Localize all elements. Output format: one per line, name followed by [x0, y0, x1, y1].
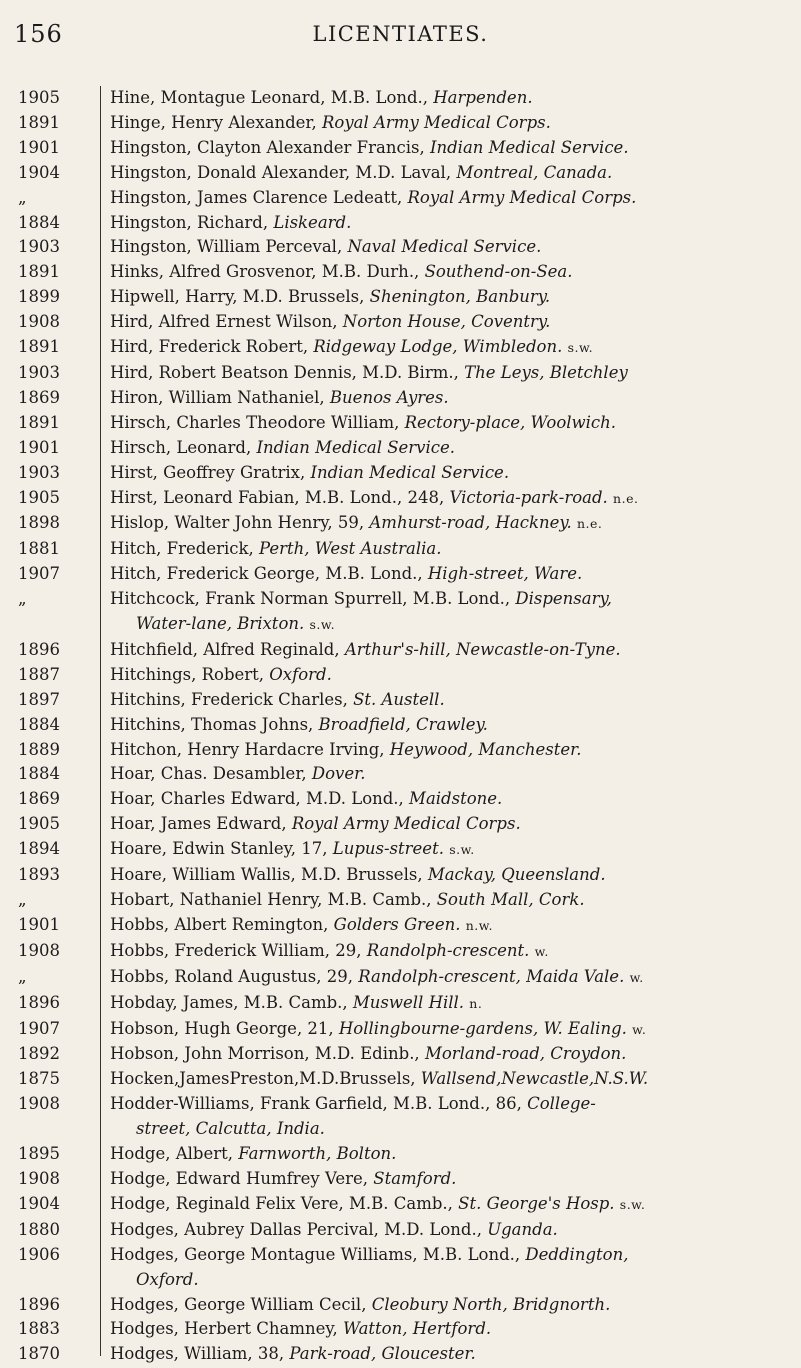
address-text: Rectory-place, Woolwich.	[404, 412, 617, 432]
postal-district: s.w.	[309, 617, 336, 633]
address-text: Buenos Ayres.	[329, 387, 449, 407]
address-text: Montreal, Canada.	[456, 162, 613, 182]
entry-text: Hirsch, Charles Theodore William, Rectory-place, Woolwich.	[110, 412, 617, 432]
entry-year: 1897	[18, 689, 60, 709]
entry-text: Hodges, George Montague Williams, M.B. Lond., Deddington, Oxford.	[110, 1243, 790, 1293]
entry-text: Hoar, Charles Edward, M.D. Lond., Maidstone.	[110, 789, 503, 809]
address-text: Uganda.	[487, 1219, 558, 1239]
address-text: Indian Medical Service.	[310, 462, 510, 482]
entry-text: Hird, Frederick Robert, Ridgeway Lodge, Wimbledon. s.w.	[110, 337, 594, 357]
entry-row	[0, 1067, 801, 1092]
entry-year: 1903	[18, 237, 60, 257]
postal-district: s.w.	[449, 842, 475, 858]
entry-year: 1894	[18, 839, 60, 859]
entry-year: 1889	[18, 739, 60, 759]
entry-text: Hislop, Walter John Henry, 59, Amhurst-road, Hackney. n.e.	[110, 513, 603, 533]
entry-row	[0, 1142, 801, 1167]
entry-row	[0, 913, 801, 939]
postal-district: n.w.	[465, 917, 493, 933]
address-text: Muswell Hill.	[352, 992, 465, 1012]
entry-year: 1896	[18, 639, 60, 659]
entry-year: 1896	[18, 1294, 60, 1314]
entry-year: 1904	[18, 1193, 60, 1213]
entry-text: Hobson, John Morrison, M.D. Edinb., Morland-road, Croydon.	[110, 1044, 627, 1064]
entry-year: 1883	[18, 1319, 60, 1339]
entry-text: Hitchins, Frederick Charles, St. Austell.	[110, 689, 445, 709]
entry-row	[0, 837, 801, 863]
entry-text: Hingston, Donald Alexander, M.D. Laval, Montreal, Canada.	[110, 162, 613, 182]
entry-text: Hobbs, Albert Remington, Golders Green. n.w.	[110, 914, 493, 934]
entry-year: 1905	[18, 487, 60, 507]
entry-text: Hingston, Clayton Alexander Francis, Indian Medical Service.	[110, 137, 629, 157]
address-text: Ridgeway Lodge, Wimbledon.	[313, 337, 563, 357]
address-text: Stamford.	[373, 1168, 457, 1188]
entry-year: 1869	[18, 387, 60, 407]
entry-text: Hitchfield, Alfred Reginald, Arthur's-hill, Newcastle-on-Tyne.	[110, 639, 621, 659]
entry-text: Hitchon, Henry Hardacre Irving, Heywood, Manchester.	[110, 739, 582, 759]
entry-year: 1891	[18, 112, 60, 132]
address-text: Victoria-park-road.	[449, 487, 608, 507]
entry-row	[0, 688, 801, 713]
entry-year: 1887	[18, 664, 60, 684]
address-text: Park-road, Gloucester.	[289, 1344, 476, 1364]
entry-text: Hoare, William Wallis, M.D. Brussels, Mackay, Queensland.	[110, 865, 606, 885]
entry-row	[0, 713, 801, 738]
postal-district: w.	[629, 969, 644, 985]
entry-text: Hingston, William Perceval, Naval Medical Service.	[110, 237, 542, 257]
page-number: 156	[14, 20, 63, 48]
entry-text: Hodges, Aubrey Dallas Percival, M.D. Lond., Uganda.	[110, 1219, 558, 1239]
entry-year: 1898	[18, 513, 60, 533]
entry-row	[0, 939, 801, 965]
entry-row	[0, 1293, 801, 1318]
entry-year: 1908	[18, 312, 60, 332]
entry-year: 1904	[18, 162, 60, 182]
address-text: Royal Army Medical Corps.	[407, 187, 637, 207]
address-text: Cleobury North, Bridgnorth.	[371, 1294, 611, 1314]
entry-year: 1899	[18, 287, 60, 307]
entry-text: Hodges, George William Cecil, Cleobury North, Bridgnorth.	[110, 1294, 611, 1314]
entry-year: 1906	[18, 1244, 60, 1264]
postal-district: s.w.	[567, 340, 594, 356]
entry-row	[0, 863, 801, 888]
entry-row	[0, 161, 801, 186]
address-text: The Leys, Bletchley	[464, 362, 628, 382]
entry-row	[0, 1317, 801, 1342]
address-text: Wallsend,Newcastle,N.S.W.	[420, 1069, 649, 1089]
entry-row	[0, 260, 801, 285]
entry-row	[0, 991, 801, 1017]
entry-year: 1881	[18, 539, 60, 559]
address-text: Deddington,	[525, 1244, 629, 1264]
entry-text: Hinge, Henry Alexander, Royal Army Medical Corps.	[110, 112, 551, 132]
address-text: Maidstone.	[409, 789, 503, 809]
entry-text: Hipwell, Harry, M.D. Brussels, Shenington, Banbury.	[110, 287, 551, 307]
entry-text: Hingston, Richard, Liskeard.	[110, 212, 352, 232]
entry-row	[0, 1017, 801, 1043]
address-text: street, Calcutta, India.	[136, 1119, 325, 1139]
entry-row	[0, 663, 801, 688]
address-text: St. George's Hosp.	[458, 1193, 615, 1213]
entry-row	[0, 787, 801, 812]
address-text: Arthur's-hill, Newcastle-on-Tyne.	[344, 639, 621, 659]
entry-text: Hocken,JamesPreston,M.D.Brussels, Wallsend,Newcastle,N.S.W.	[110, 1069, 649, 1089]
entry-continuation	[110, 1117, 790, 1142]
entry-text: Hinks, Alfred Grosvenor, M.B. Durh., Southend-on-Sea.	[110, 262, 573, 282]
entry-text: Hitchings, Robert, Oxford.	[110, 664, 332, 684]
entry-row	[0, 738, 801, 763]
entry-year: 1908	[18, 940, 60, 960]
entry-year: 1884	[18, 764, 60, 784]
entry-text: Hodges, William, 38, Park-road, Gloucester.	[110, 1344, 476, 1364]
entry-text: Hirst, Geoffrey Gratrix, Indian Medical Service.	[110, 462, 510, 482]
entry-year: 1880	[18, 1219, 60, 1239]
entry-row	[0, 436, 801, 461]
entry-year: 1903	[18, 462, 60, 482]
address-text: Dover.	[311, 764, 366, 784]
address-text: Royal Army Medical Corps.	[291, 814, 521, 834]
address-text: St. Austell.	[353, 689, 445, 709]
address-text: South Mall, Cork.	[436, 890, 585, 909]
entry-text: Hingston, James Clarence Ledeatt, Royal Army Medical Corps.	[110, 187, 637, 207]
entry-text: Hird, Robert Beatson Dennis, M.D. Birm., The Leys, Bletchley	[110, 362, 628, 382]
entry-text: Hobbs, Roland Augustus, 29, Randolph-crescent, Maida Vale. w.	[110, 966, 644, 986]
entry-year: 1875	[18, 1069, 60, 1089]
address-text: Liskeard.	[273, 212, 352, 232]
postal-district: n.	[469, 995, 483, 1011]
address-text: Dispensary,	[515, 589, 612, 609]
address-text: College-	[527, 1094, 596, 1114]
entry-year: 1907	[18, 564, 60, 584]
address-text: Oxford.	[136, 1269, 199, 1289]
entry-row	[0, 562, 801, 587]
entry-row	[0, 186, 801, 211]
entry-text: Hoar, James Edward, Royal Army Medical Corps.	[110, 814, 521, 834]
postal-district: s.w.	[619, 1196, 646, 1212]
entry-text: Hine, Montague Leonard, M.B. Lond., Harpenden.	[110, 88, 533, 107]
entry-text: Hirsch, Leonard, Indian Medical Service.	[110, 437, 456, 457]
entry-year: 1908	[18, 1094, 60, 1114]
entry-row	[0, 537, 801, 562]
address-text: Amhurst-road, Hackney.	[369, 513, 572, 533]
address-text: Randolph-crescent.	[366, 940, 530, 960]
entry-text: Hitch, Frederick George, M.B. Lond., High-street, Ware.	[110, 564, 583, 584]
entry-text: Hobart, Nathaniel Henry, M.B. Camb., South Mall, Cork.	[110, 890, 585, 909]
entry-year: 1901	[18, 437, 60, 457]
entry-year: 1884	[18, 212, 60, 232]
entry-year: 1895	[18, 1144, 60, 1164]
address-text: Water-lane, Brixton.	[136, 614, 305, 634]
entry-year: 1903	[18, 362, 60, 382]
entry-text: Hirst, Leonard Fabian, M.B. Lond., 248, Victoria-park-road. n.e.	[110, 487, 639, 507]
address-text: Randolph-crescent, Maida Vale.	[358, 966, 625, 986]
entry-year: 1905	[18, 88, 60, 107]
address-text: Watton, Hertford.	[343, 1319, 492, 1339]
address-text: High-street, Ware.	[427, 564, 583, 584]
address-text: Indian Medical Service.	[256, 437, 456, 457]
entry-row	[0, 1342, 801, 1367]
entry-row	[0, 1167, 801, 1192]
entry-year: 1893	[18, 865, 60, 885]
entry-text: Hobbs, Frederick William, 29, Randolph-crescent. w.	[110, 940, 549, 960]
entry-row	[0, 1092, 801, 1142]
entry-row	[0, 638, 801, 663]
entry-row	[0, 235, 801, 260]
entry-row	[0, 1042, 801, 1067]
entry-row	[0, 1218, 801, 1243]
entry-row	[0, 86, 801, 111]
entry-year: 1891	[18, 262, 60, 282]
entry-row	[0, 335, 801, 361]
entry-text: Hodges, Herbert Chamney, Watton, Hertford.	[110, 1319, 492, 1339]
entry-text: Hitchcock, Frank Norman Spurrell, M.B. Lond., Dispensary, Water-lane, Brixton. s.w.	[110, 587, 790, 638]
address-text: Harpenden.	[433, 88, 533, 107]
entry-year: 1884	[18, 714, 60, 734]
postal-district: w.	[632, 1021, 647, 1037]
entry-text: Hoar, Chas. Desambler, Dover.	[110, 764, 366, 784]
entry-text: Hodder-Williams, Frank Garfield, M.B. Lond., 86, College- street, Calcutta, India.	[110, 1092, 790, 1142]
entry-row	[0, 411, 801, 436]
entry-continuation	[110, 612, 790, 638]
address-text: Mackay, Queensland.	[427, 865, 606, 885]
entry-year: „	[18, 890, 27, 909]
address-text: Oxford.	[269, 664, 332, 684]
address-text: Perth, West Australia.	[258, 539, 442, 559]
entry-row	[0, 361, 801, 386]
entry-year: 1907	[18, 1018, 60, 1038]
entry-year: 1869	[18, 789, 60, 809]
entry-year: 1891	[18, 412, 60, 432]
entry-text: Hodge, Reginald Felix Vere, M.B. Camb., St. George's Hosp. s.w.	[110, 1193, 646, 1213]
licentiate-list	[0, 86, 801, 1367]
entry-year: 1870	[18, 1344, 60, 1364]
entry-row	[0, 211, 801, 236]
entry-year: 1896	[18, 992, 60, 1012]
entry-text: Hobson, Hugh George, 21, Hollingbourne-gardens, W. Ealing. w.	[110, 1018, 647, 1038]
entry-year: 1901	[18, 137, 60, 157]
address-text: Indian Medical Service.	[429, 137, 629, 157]
entry-row	[0, 386, 801, 411]
entry-row	[0, 310, 801, 335]
postal-district: n.e.	[576, 516, 603, 532]
page-header	[0, 18, 801, 58]
entry-row	[0, 285, 801, 310]
entry-row	[0, 111, 801, 136]
entry-continuation	[110, 1268, 790, 1293]
entry-row	[0, 461, 801, 486]
entry-year: 1905	[18, 814, 60, 834]
address-text: Norton House, Coventry.	[342, 312, 551, 332]
address-text: Morland-road, Croydon.	[424, 1044, 627, 1064]
entry-row	[0, 587, 801, 638]
address-text: Shenington, Banbury.	[369, 287, 551, 307]
address-text: Lupus-street.	[332, 839, 444, 859]
entry-year: „	[18, 187, 27, 207]
entry-row	[0, 136, 801, 161]
entry-year: 1901	[18, 914, 60, 934]
entry-row	[0, 965, 801, 991]
entry-row	[0, 1243, 801, 1293]
address-text: Hollingbourne-gardens, W. Ealing.	[338, 1018, 627, 1038]
address-text: Broadfield, Crawley.	[318, 714, 488, 734]
entry-year: 1908	[18, 1168, 60, 1188]
entry-text: Hoare, Edwin Stanley, 17, Lupus-street. s.w.	[110, 839, 475, 859]
entry-text: Hitchins, Thomas Johns, Broadfield, Crawley.	[110, 714, 488, 734]
postal-district: n.e.	[613, 490, 639, 506]
entry-text: Hitch, Frederick, Perth, West Australia.	[110, 539, 442, 559]
address-text: Golders Green.	[333, 914, 461, 934]
entry-text: Hird, Alfred Ernest Wilson, Norton House, Coventry.	[110, 312, 551, 332]
entry-row	[0, 511, 801, 537]
running-title: LICENTIATES.	[312, 22, 489, 46]
entry-text: Hobday, James, M.B. Camb., Muswell Hill. n.	[110, 992, 483, 1012]
entry-year: 1892	[18, 1044, 60, 1064]
entry-text: Hiron, William Nathaniel, Buenos Ayres.	[110, 387, 449, 407]
entry-row	[0, 762, 801, 787]
address-text: Heywood, Manchester.	[389, 739, 582, 759]
address-text: Southend-on-Sea.	[424, 262, 573, 282]
entry-row	[0, 888, 801, 913]
entry-year: 1891	[18, 337, 60, 357]
postal-district: w.	[534, 943, 549, 959]
entry-year: „	[18, 589, 27, 609]
entry-text: Hodge, Edward Humfrey Vere, Stamford.	[110, 1168, 457, 1188]
entry-text: Hodge, Albert, Farnworth, Bolton.	[110, 1144, 397, 1164]
entry-row	[0, 1192, 801, 1218]
entry-year: „	[18, 966, 27, 986]
address-text: Farnworth, Bolton.	[238, 1144, 397, 1164]
entry-row	[0, 486, 801, 512]
entry-row	[0, 812, 801, 837]
address-text: Naval Medical Service.	[347, 237, 542, 257]
address-text: Royal Army Medical Corps.	[321, 112, 551, 132]
